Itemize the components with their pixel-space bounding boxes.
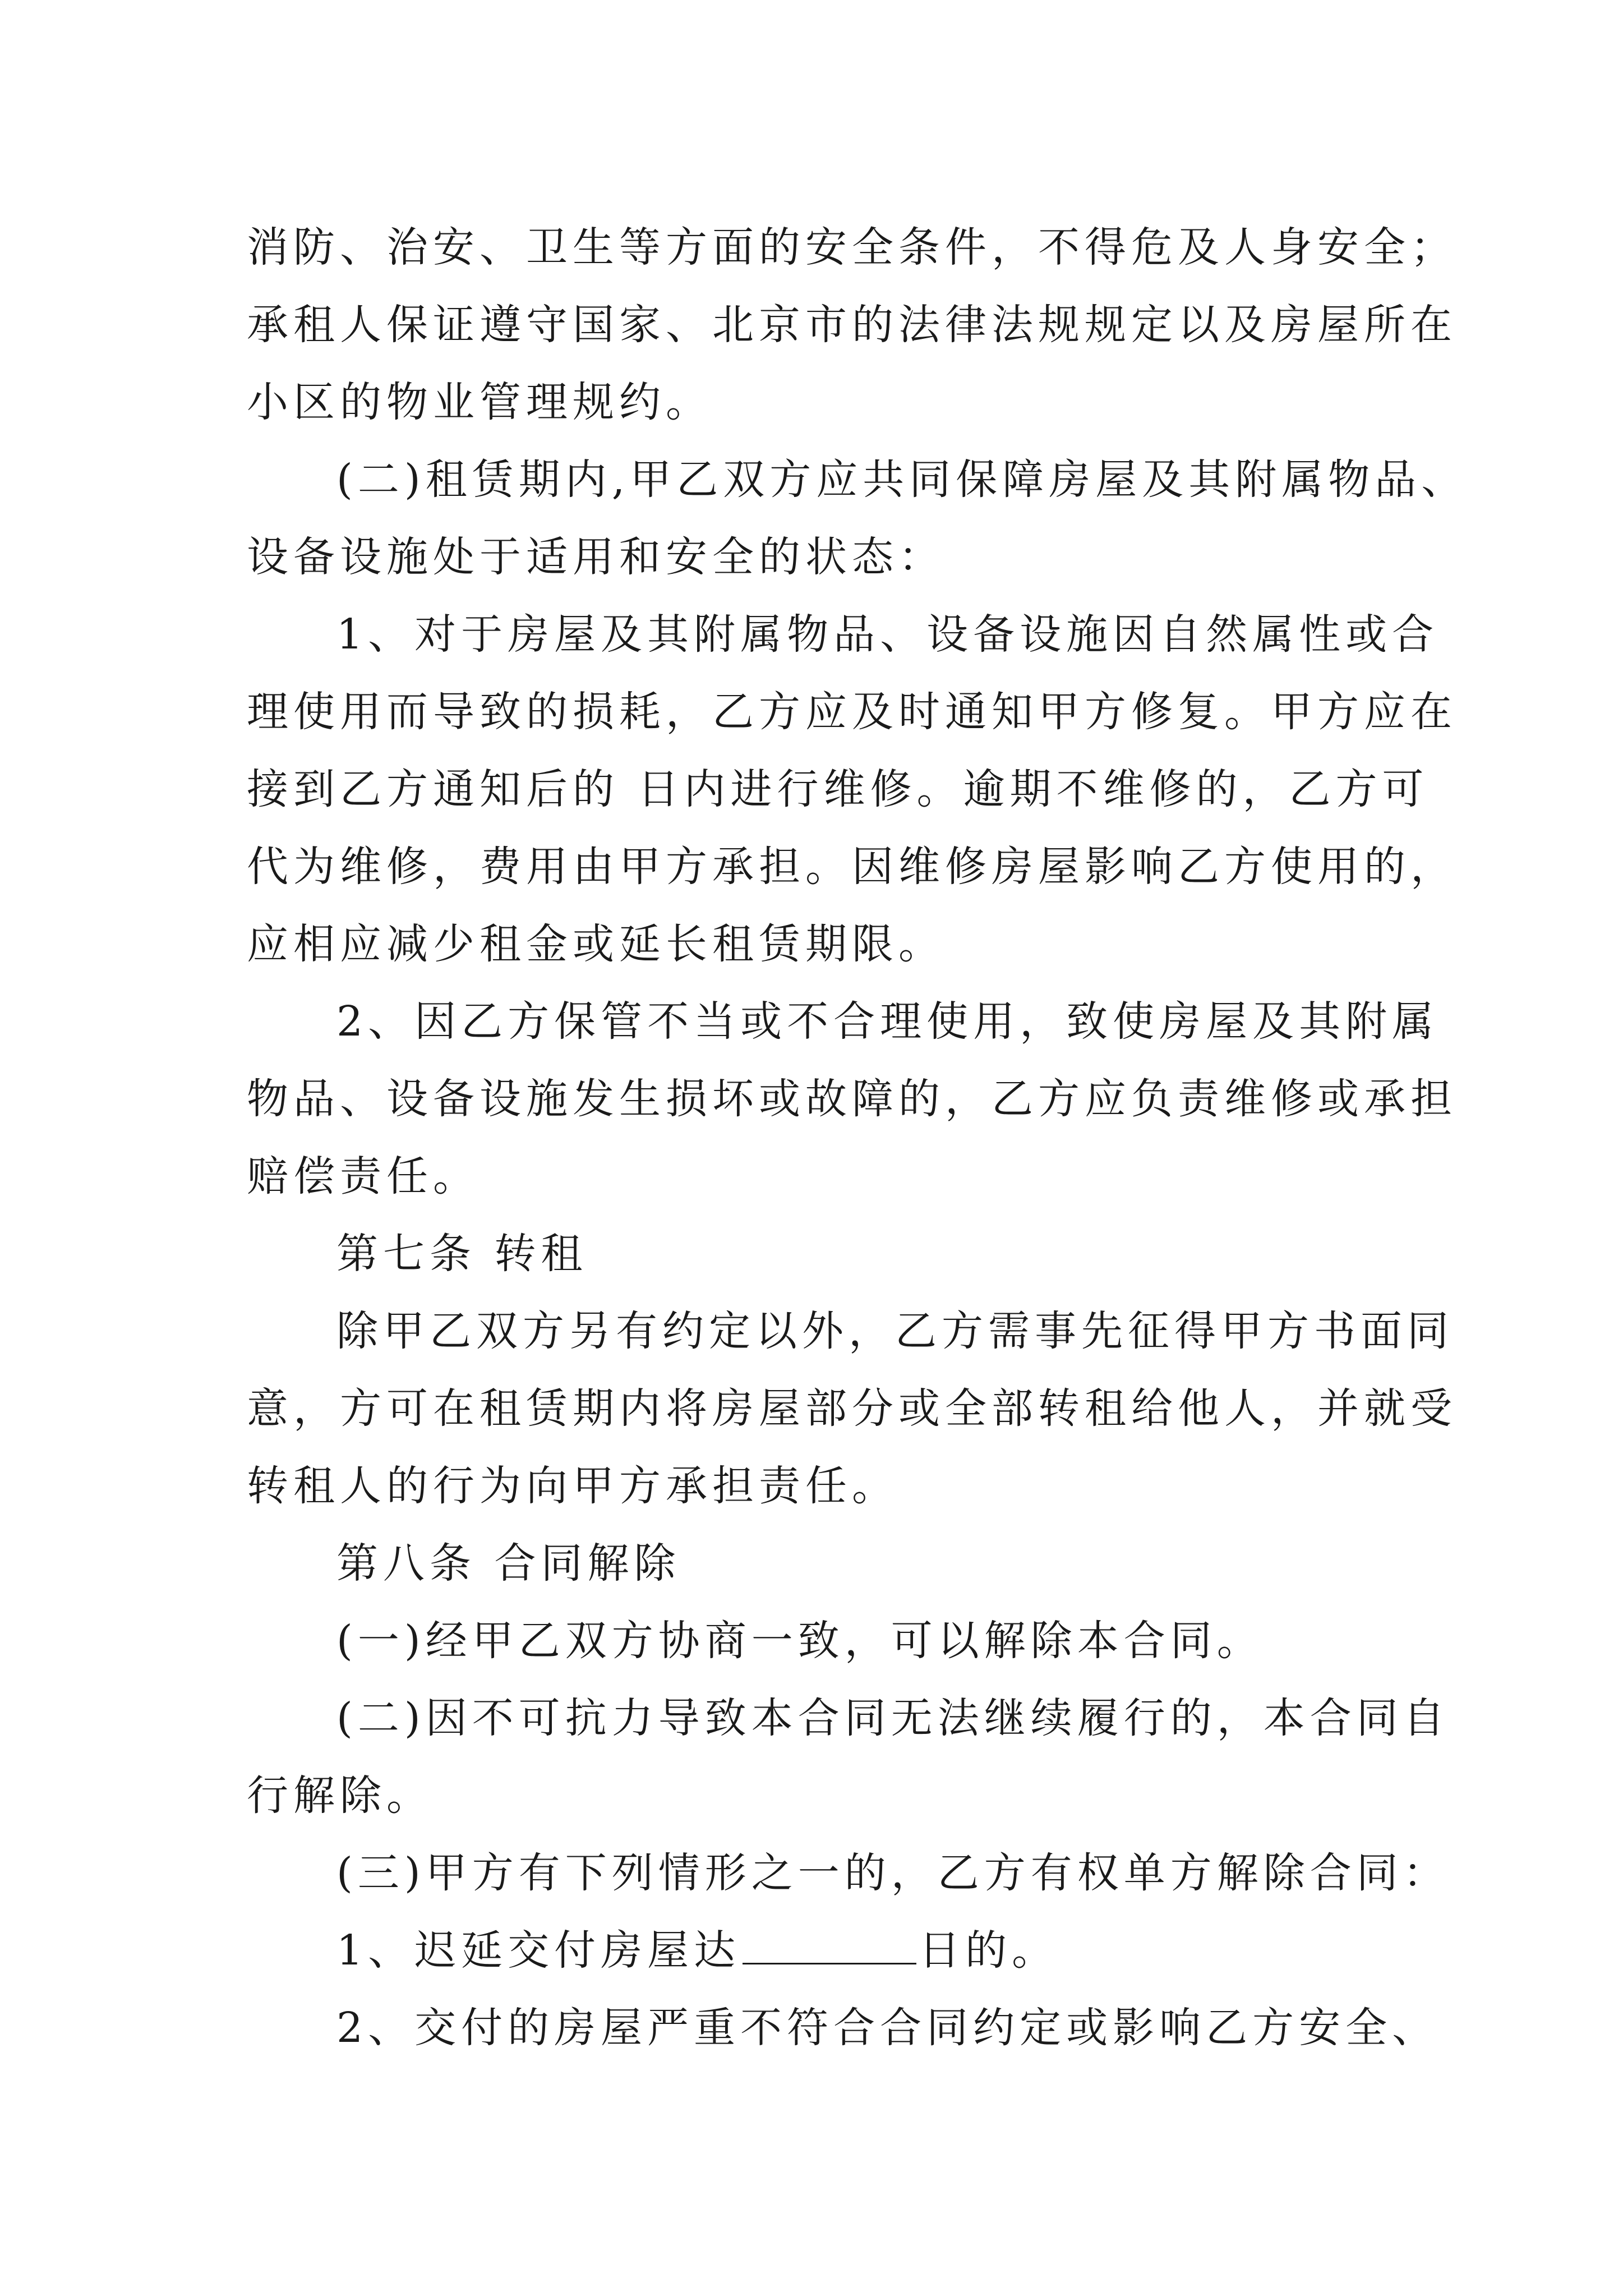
article-heading: 第七条 转租 [336, 1230, 588, 1278]
text-line: 理使用而导致的损耗，乙方应及时通知甲方修复。甲方应在 [247, 688, 1457, 736]
text-line: (三)甲方有下列情形之一的，乙方有权单方解除合同： [336, 1849, 1450, 1897]
text-line: 2、交付的房屋严重不符合合同约定或影响乙方安全、 [336, 2004, 1439, 2052]
text-line: 代为维修，费用由甲方承担。因维修房屋影响乙方使用的， [247, 843, 1457, 891]
text-line: (二)因不可抗力导致本合同无法继续履行的，本合同自 [336, 1694, 1450, 1742]
text-line: 意，方可在租赁期内将房屋部分或全部转租给他人，并就受 [247, 1384, 1457, 1433]
text-line: 1、对于房屋及其附属物品、设备设施因自然属性或合 [336, 610, 1439, 659]
text-line: 转租人的行为向甲方承担责任。 [247, 1462, 898, 1510]
fill-in-blank [743, 1924, 916, 1964]
text-line: 接到乙方通知后的 日内进行维修。逾期不维修的，乙方可 [247, 765, 1429, 813]
text-segment: 1、迟延交付房屋达 [336, 1926, 741, 1975]
text-line: 行解除。 [247, 1772, 433, 1820]
text-line: 消防、治安、卫生等方面的安全条件，不得危及人身安全； [247, 223, 1457, 272]
text-line-with-blank [247, 1912, 1391, 1989]
text-line: 物品、设备设施发生损坏或故障的，乙方应负责维修或承担 [247, 1075, 1457, 1123]
text-line: 小区的物业管理规约。 [247, 378, 712, 426]
article-heading: 第八条 合同解除 [336, 1539, 681, 1588]
text-segment: 日的。 [919, 1926, 1059, 1975]
text-line: (一)经甲乙双方协商一致，可以解除本合同。 [336, 1617, 1264, 1665]
text-line: 赔偿责任。 [247, 1152, 479, 1200]
text-line: 除甲乙双方另有约定以外，乙方需事先征得甲方书面同 [336, 1307, 1454, 1355]
text-line: 应相应减少租金或延长租赁期限。 [247, 920, 945, 968]
contract-body [247, 209, 1468, 2067]
text-line: (二)租赁期内,甲乙双方应共同保障房屋及其附属物品、 [336, 455, 1468, 504]
text-line: 设备设施处于适用和安全的状态： [247, 533, 945, 581]
text-line: 2、因乙方保管不当或不合理使用，致使房屋及其附属 [336, 997, 1439, 1046]
text-line: 承租人保证遵守国家、北京市的法律法规规定以及房屋所在 [247, 301, 1457, 349]
